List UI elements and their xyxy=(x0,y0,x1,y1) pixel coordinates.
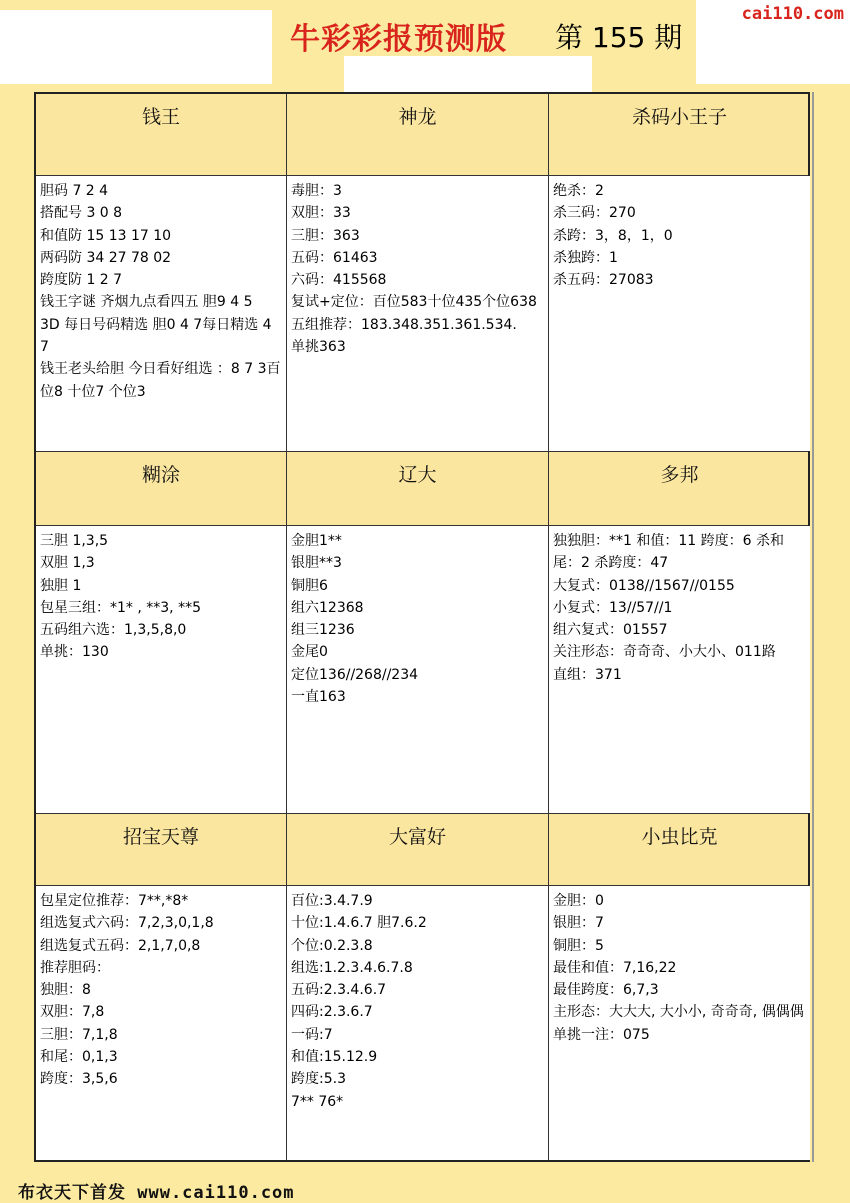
expert-name-hutu: 糊涂 xyxy=(141,464,180,486)
header-white-center xyxy=(344,56,592,92)
line: 直组：371 xyxy=(553,666,622,683)
line: 百位:3.4.7.9 xyxy=(291,893,373,909)
cell-duobang xyxy=(549,526,810,813)
line: 绝杀：2 xyxy=(553,183,604,199)
line: 杀跨：3，8，1，0 xyxy=(553,227,673,244)
expert-name-duobang: 多邦 xyxy=(660,464,699,486)
header-white-left xyxy=(0,10,272,84)
col-divider-1 xyxy=(286,94,287,1160)
issue-number: 第 155 期 xyxy=(555,21,683,54)
line: 金胆1** xyxy=(291,533,342,549)
line: 跨度防 1 2 7 xyxy=(40,272,123,289)
cell-zhaobaotianzun xyxy=(36,886,286,1160)
col-divider-2 xyxy=(548,94,549,1160)
line: 最佳跨度：6,7,3 xyxy=(553,982,659,999)
line: 主形态：大大大, 大小小, 奇奇奇, 偶偶偶 xyxy=(553,1004,804,1021)
line: 三胆 1,3,5 xyxy=(40,533,109,549)
expert-name-dafuhao: 大富好 xyxy=(388,826,446,848)
line: 单挑：130 xyxy=(40,644,109,661)
line: 五码：61463 xyxy=(291,249,378,266)
line: 五码组六选：1,3,5,8,0 xyxy=(40,622,187,639)
expert-name-zhaobaotianzun: 招宝天尊 xyxy=(122,826,199,848)
line: 金尾0 xyxy=(291,644,328,661)
line: 包星三组：*1* , **3, **5 xyxy=(40,599,201,616)
line: 一码:7 xyxy=(291,1026,333,1043)
line: 单挑363 xyxy=(291,339,346,356)
line: 三胆：363 xyxy=(291,227,360,244)
line: 单挑一注：075 xyxy=(553,1026,650,1043)
page-title: 牛彩彩报预测版 xyxy=(290,22,507,57)
expert-name-xiaochongbike: 小虫比克 xyxy=(641,826,718,848)
line: 铜胆：5 xyxy=(553,937,604,954)
line: 双胆：7,8 xyxy=(40,1004,105,1021)
row-divider-3a xyxy=(36,885,808,886)
line: 银胆**3 xyxy=(291,555,342,572)
line: 一直163 xyxy=(291,689,346,706)
line: 搭配号 3 0 8 xyxy=(40,205,123,222)
cell-shenlong xyxy=(287,176,548,451)
line: 独胆 1 xyxy=(40,577,82,594)
line: 组六12368 xyxy=(291,599,364,616)
row-divider-1b xyxy=(36,451,808,452)
row-divider-1a xyxy=(36,175,808,176)
line: 五码:2.3.4.6.7 xyxy=(291,982,387,999)
line: 包星定位推荐：7**,*8* xyxy=(40,893,189,909)
line: 组六复式：01557 xyxy=(553,622,668,639)
expert-name-qianwang: 钱王 xyxy=(141,106,180,128)
line: 大复式：0138//1567//0155 xyxy=(553,577,735,594)
line: 组选:1.2.3.4.6.7.8 xyxy=(291,959,413,976)
cell-dafuhao xyxy=(287,886,548,1160)
line: 和值:15.12.9 xyxy=(291,1049,378,1066)
line: 3D 每日号码精选 胆0 4 7每日精选 4 7 xyxy=(40,316,272,356)
line: 定位136//268//234 xyxy=(291,666,419,683)
line: 最佳和值：7,16,22 xyxy=(553,959,677,976)
line: 钱王字谜 齐烟九点看四五 胆9 4 5 xyxy=(40,294,253,311)
line: 五组推荐：183.348.351.361.534. xyxy=(291,316,517,333)
line: 胆码 7 2 4 xyxy=(40,183,109,199)
row-divider-2a xyxy=(36,525,808,526)
cell-xiaochongbike xyxy=(549,886,810,1160)
line: 十位:1.4.6.7 胆7.6.2 xyxy=(291,915,427,932)
forecast-grid xyxy=(34,92,810,1162)
line: 独胆：8 xyxy=(40,982,91,999)
line: 跨度：3,5,6 xyxy=(40,1071,118,1088)
line: 铜胆6 xyxy=(291,577,328,594)
cell-qianwang xyxy=(36,176,286,451)
line: 独独胆：**1 和值：11 跨度：6 杀和尾：2 杀跨度：47 xyxy=(553,533,784,572)
cell-liaoda xyxy=(287,526,548,813)
line: 7** 76* xyxy=(291,1093,344,1110)
line: 组三1236 xyxy=(291,622,355,639)
line: 推荐胆码： xyxy=(40,959,110,976)
line: 毒胆：3 xyxy=(291,183,342,199)
line: 双胆：33 xyxy=(291,205,351,222)
line: 六码：415568 xyxy=(291,272,387,289)
cell-hutu xyxy=(36,526,286,813)
edge-shadow xyxy=(812,92,814,1162)
line: 银胆：7 xyxy=(553,915,604,932)
line: 钱王老头给胆 今日看好组选 ：8 7 3百位8 十位7 个位3 xyxy=(40,361,281,400)
line: 金胆：0 xyxy=(553,893,604,909)
row-divider-2b xyxy=(36,813,808,814)
line: 双胆 1,3 xyxy=(40,555,95,572)
line: 杀独跨：1 xyxy=(553,249,618,266)
line: 两码防 34 27 78 02 xyxy=(40,249,172,266)
footer-credit: 布衣天下首发 www.cai110.com xyxy=(18,1183,295,1203)
line: 组选复式五码：2,1,7,0,8 xyxy=(40,937,201,954)
line: 四码:2.3.6.7 xyxy=(291,1004,373,1021)
line: 杀三码：270 xyxy=(553,205,636,222)
line: 小复式：13//57//1 xyxy=(553,599,673,616)
line: 杀五码：27083 xyxy=(553,272,654,289)
expert-name-liaoda: 辽大 xyxy=(398,464,437,486)
line: 复试+定位：百位583十位435个位638 xyxy=(291,294,537,311)
line: 和值防 15 13 17 10 xyxy=(40,227,172,244)
expert-name-shamaxiaowangzi: 杀码小王子 xyxy=(631,106,727,128)
cell-shamaxiaowangzi xyxy=(549,176,810,451)
line: 个位:0.2.3.8 xyxy=(291,937,373,954)
line: 跨度:5.3 xyxy=(291,1071,346,1088)
line: 三胆：7,1,8 xyxy=(40,1026,118,1043)
site-logo[interactable]: cai110.com xyxy=(741,4,844,24)
line: 和尾：0,1,3 xyxy=(40,1049,118,1066)
line: 关注形态：奇奇奇、小大小、011路 xyxy=(553,644,776,661)
expert-name-shenlong: 神龙 xyxy=(398,106,437,128)
line: 组选复式六码：7,2,3,0,1,8 xyxy=(40,915,214,932)
